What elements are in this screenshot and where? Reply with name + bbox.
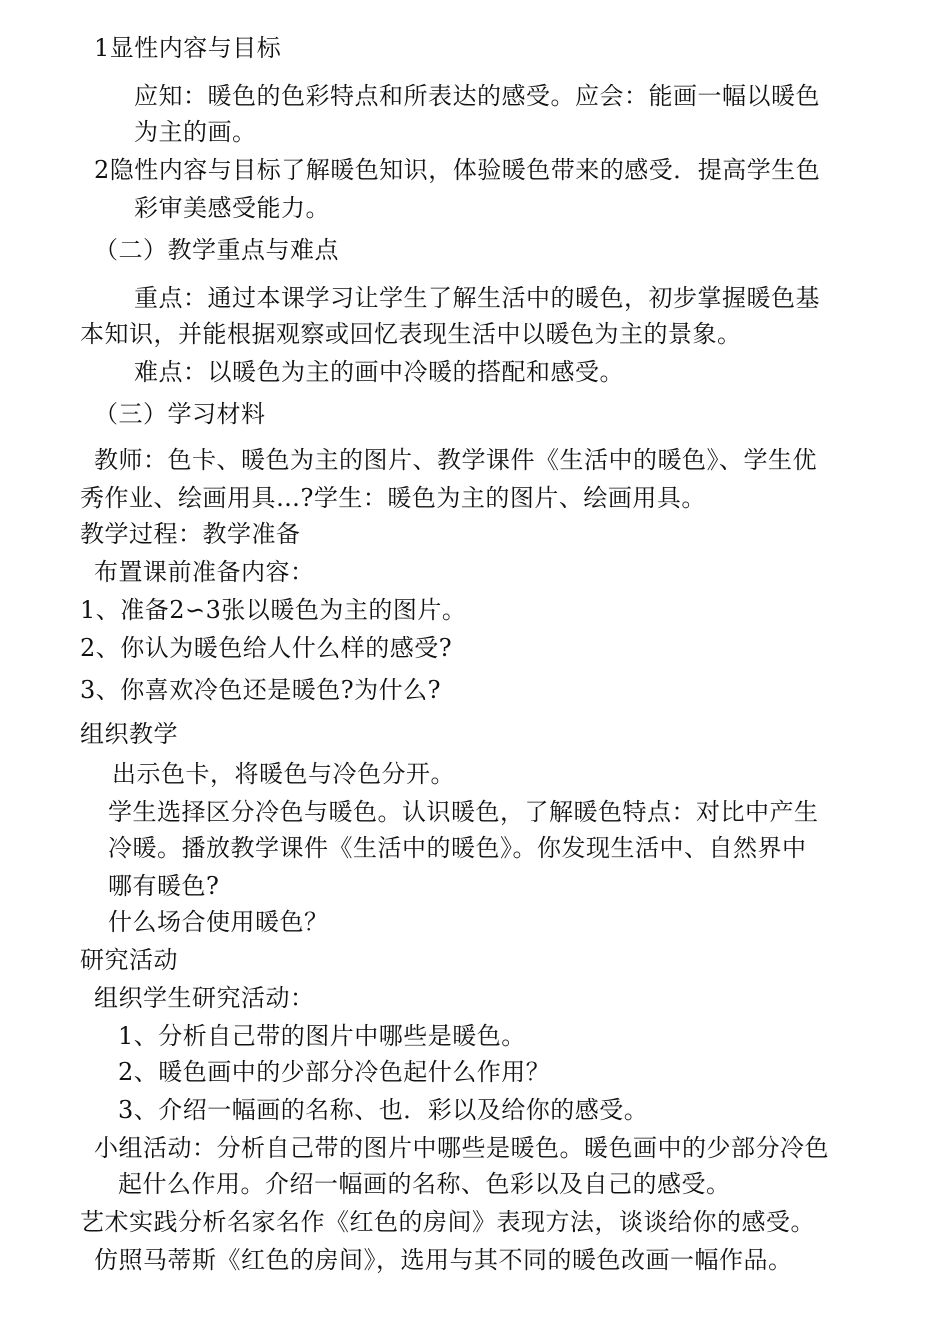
list-item: 1、准备2∽3张以暖色为主的图片。 (80, 596, 467, 624)
list-item: 2、你认为暖色给人什么样的感受? (80, 634, 453, 662)
paragraph-line: 学生选择区分冷色与暖色。认识暖色，了解暖色特点：对比中产生 (108, 798, 819, 826)
heading-explicit-goals: 1显性内容与目标 (94, 34, 282, 62)
paragraph-line: 艺术实践分析名家名作《红色的房间》表现方法，谈谈给你的感受。 (80, 1208, 815, 1236)
paragraph-line: 2隐性内容与目标了解暖色知识，体验暖色带来的感受．提高学生色 (94, 156, 821, 184)
paragraph-line: 哪有暖色? (108, 872, 220, 900)
paragraph-line: 小组活动：分析自己带的图片中哪些是暖色。暖色画中的少部分冷色 (94, 1134, 829, 1162)
heading-research-activity: 研究活动 (80, 946, 178, 974)
paragraph-line: 仿照马蒂斯《红色的房间》，选用与其不同的暖色改画一幅作品。 (94, 1246, 793, 1274)
paragraph-line: 布置课前准备内容： (94, 558, 315, 586)
section-heading-key-points: （二）教学重点与难点 (94, 236, 339, 264)
paragraph-line: 教师：色卡、暖色为主的图片、教学课件《生活中的暖色》、学生优 (94, 446, 817, 474)
paragraph-line: 冷暖。播放教学课件《生活中的暖色》。你发现生活中、自然界中 (108, 834, 807, 862)
list-item: 3、你喜欢冷色还是暖色?为什么? (80, 676, 442, 704)
heading-organize-teaching: 组织教学 (80, 720, 178, 748)
list-item: 1、分析自己带的图片中哪些是暖色。 (118, 1022, 526, 1050)
paragraph-line: 难点：以暖色为主的画中冷暖的搭配和感受。 (134, 358, 624, 386)
paragraph-line: 彩审美感受能力。 (134, 194, 330, 222)
paragraph-line: 起什么作用。介绍一幅画的名称、色彩以及自己的感受。 (118, 1170, 731, 1198)
paragraph-line: 秀作业、绘画用具…?学生：暖色为主的图片、绘画用具。 (80, 484, 706, 512)
heading-teaching-process: 教学过程：教学准备 (80, 520, 301, 548)
paragraph-line: 组织学生研究活动： (94, 984, 315, 1012)
section-heading-materials: （三）学习材料 (94, 400, 266, 428)
paragraph-line: 出示色卡，将暖色与冷色分开。 (112, 760, 455, 788)
paragraph-line: 什么场合使用暖色？ (108, 908, 329, 936)
paragraph-line: 本知识，并能根据观察或回忆表现生活中以暖色为主的景象。 (80, 320, 742, 348)
paragraph-line: 重点：通过本课学习让学生了解生活中的暖色，初步掌握暖色基 (134, 284, 820, 312)
paragraph-line: 应知：暖色的色彩特点和所表达的感受。应会：能画一幅以暖色 (134, 82, 820, 110)
list-item: 2、暖色画中的少部分冷色起什么作用？ (118, 1058, 551, 1086)
paragraph-line: 为主的画。 (134, 118, 257, 146)
list-item: 3、介绍一幅画的名称、也．彩以及给你的感受。 (118, 1096, 649, 1124)
